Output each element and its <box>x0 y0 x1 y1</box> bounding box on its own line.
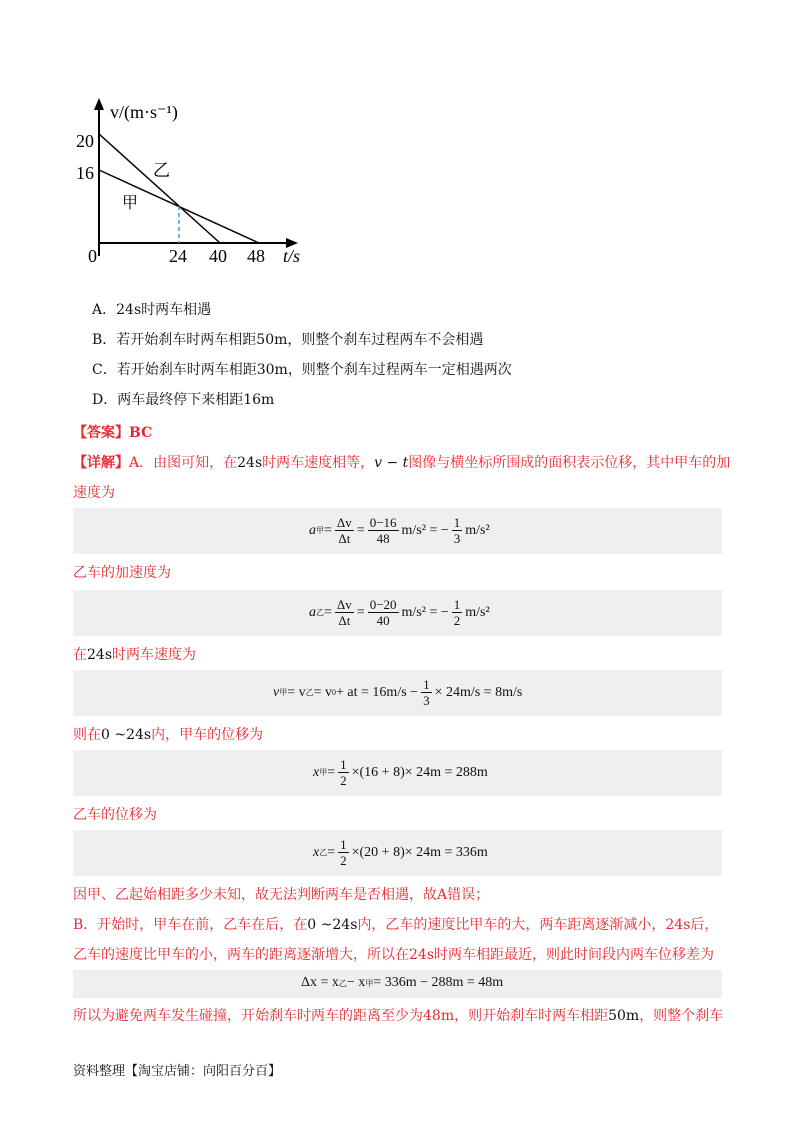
fraction <box>452 515 463 546</box>
math: 0 <box>332 688 337 697</box>
denominator: 3 <box>453 531 461 546</box>
text: 所以为避免两车发生碰撞，开始刹车时两车的距离至少为48m，则开始刹车时两车相距 <box>73 1008 609 1024</box>
text: A．由图可知，在 <box>129 455 238 471</box>
option-value: 50m <box>256 332 288 348</box>
equation-3 <box>273 677 522 708</box>
math: m/s² <box>465 604 490 620</box>
fraction <box>338 757 349 788</box>
math: m/s² = − <box>401 604 449 620</box>
answer-tag: 【答案】 <box>73 425 129 441</box>
math: 甲 <box>279 688 288 697</box>
equation-1 <box>309 515 490 546</box>
math: m/s² <box>465 522 490 538</box>
detail-line-8 <box>73 914 718 936</box>
text: 乙车的加速度为 <box>73 565 171 581</box>
math: = <box>324 604 332 620</box>
label-jia: 甲 <box>122 193 139 212</box>
text: ，则整个刹车 <box>639 1008 724 1024</box>
option-post: ，则整个刹车过程两车一定相遇两次 <box>287 362 512 378</box>
option-pre: 两车最终停下来相距 <box>117 392 244 408</box>
math: × 24m/s = 8m/s <box>434 684 523 700</box>
math: ×(20 + 8)× 24m = 336m <box>351 844 488 860</box>
math: = <box>324 522 332 538</box>
denominator: 48 <box>376 531 390 546</box>
equation-4 <box>313 757 488 788</box>
numerator: 0−20 <box>369 597 397 612</box>
option-value: 30m <box>256 362 288 378</box>
detail-line-7 <box>73 884 489 906</box>
math: = v <box>313 684 333 700</box>
math: 甲 <box>316 526 324 535</box>
math: = <box>356 604 365 620</box>
option-letter: D． <box>92 392 118 408</box>
fraction <box>335 515 354 546</box>
math: = <box>327 764 336 780</box>
answer-line <box>73 422 152 444</box>
fraction <box>338 837 349 868</box>
option-d <box>92 390 274 410</box>
text: 时两车速度相等， <box>262 455 375 471</box>
numerator: 1 <box>340 837 347 852</box>
detail-line-5 <box>73 724 263 746</box>
fraction <box>452 597 463 628</box>
numerator: 1 <box>453 515 461 530</box>
text: 则在 <box>73 727 101 743</box>
math: − x <box>346 975 366 990</box>
equation-box-1 <box>73 508 722 554</box>
origin-label: 0 <box>88 246 97 266</box>
text: 内，乙车的速度比甲车的大，两车距离逐渐减小，24s后， <box>357 917 719 933</box>
denominator: Δt <box>338 531 351 546</box>
value: 0 ~24s <box>101 727 152 743</box>
math: = v <box>287 684 306 700</box>
x-tick-24: 24 <box>169 246 187 266</box>
detail-line-3 <box>73 562 171 584</box>
value: 24s <box>237 455 263 471</box>
equation-box-4 <box>73 750 722 796</box>
equation-box-6 <box>73 970 722 998</box>
label-yi: 乙 <box>153 161 170 181</box>
math: 甲 <box>319 768 328 777</box>
math: v − t <box>374 455 409 471</box>
math: + at = 16m/s − <box>336 684 419 700</box>
math: 乙 <box>338 978 347 988</box>
option-letter: C． <box>92 362 117 378</box>
denominator: 2 <box>340 773 347 788</box>
math: = <box>327 844 336 860</box>
detail-tag: 【详解】 <box>73 455 129 471</box>
line-yi <box>99 134 220 243</box>
x-axis-label: t/s <box>283 246 301 266</box>
math: 乙 <box>305 688 314 697</box>
fraction <box>368 515 399 546</box>
text: 图像与横坐标所围成的面积表示位移，其中甲车的加 <box>408 455 731 471</box>
denominator: 2 <box>340 853 347 868</box>
velocity-time-graph <box>68 88 320 288</box>
math: ×(16 + 8)× 24m = 288m <box>351 764 488 780</box>
numerator: 0−16 <box>369 515 397 530</box>
y-axis-label: v/(m·s⁻¹) <box>110 102 178 122</box>
option-c <box>92 360 512 380</box>
answer-value: BC <box>129 425 153 441</box>
fraction <box>335 597 354 628</box>
text: 速度为 <box>73 485 115 501</box>
option-letter: B． <box>92 332 117 348</box>
text: 因甲、乙起始相距多少未知，故无法判断两车是否相遇，故A错误； <box>73 887 490 903</box>
equation-box-5 <box>73 830 722 876</box>
math: 甲 <box>365 978 374 988</box>
math: v <box>273 684 280 700</box>
option-pre: 若开始刹车时两车相距 <box>116 362 257 378</box>
math: a <box>309 604 316 620</box>
math: 乙 <box>319 848 328 857</box>
detail-line-4 <box>73 644 196 666</box>
value: 50m <box>608 1008 640 1024</box>
denominator: 40 <box>376 613 390 628</box>
option-value: 24s <box>116 302 142 318</box>
value: 0 ~24s <box>307 917 358 933</box>
page-footer: 资料整理【淘宝店铺：向阳百分百】 <box>73 1064 282 1079</box>
math: a <box>309 522 316 538</box>
equation-box-2 <box>73 590 722 636</box>
text: 在 <box>73 647 87 663</box>
equation-2 <box>309 597 490 628</box>
option-post: 时两车相遇 <box>141 302 212 318</box>
math: x <box>313 844 320 860</box>
numerator: Δv <box>336 515 352 530</box>
fraction <box>368 597 399 628</box>
detail-line-10 <box>73 1005 723 1027</box>
numerator: 1 <box>453 597 461 612</box>
value: 24s <box>87 647 112 663</box>
math: m/s² = − <box>401 522 449 538</box>
detail-line-9 <box>73 944 714 966</box>
y-tick-20: 20 <box>76 131 94 151</box>
option-letter: A． <box>92 302 117 318</box>
y-axis-arrow <box>94 98 104 110</box>
option-post: ，则整个刹车过程两车不会相遇 <box>287 332 484 348</box>
numerator: Δv <box>336 597 352 612</box>
math: Δx = x <box>301 975 339 990</box>
text: 乙车的位移为 <box>73 807 157 823</box>
numerator: 1 <box>423 677 430 692</box>
text: 内，甲车的位移为 <box>151 727 264 743</box>
detail-line-2 <box>73 482 115 504</box>
option-a <box>92 300 211 320</box>
math: = <box>356 522 365 538</box>
numerator: 1 <box>340 757 347 772</box>
x-tick-40: 40 <box>209 246 227 266</box>
math: 乙 <box>316 608 324 617</box>
text: 乙车的速度比甲车的小，两车的距离逐渐增大，所以在24s时两车相距最近，则此时间段内两车位移差为 <box>73 947 714 963</box>
equation-6 <box>301 975 503 991</box>
detail-line-6 <box>73 804 157 826</box>
option-b <box>92 330 483 350</box>
graph-svg <box>68 88 320 288</box>
equation-5 <box>313 837 488 868</box>
equation-box-3 <box>73 670 722 716</box>
x-tick-48: 48 <box>247 246 265 266</box>
y-tick-16: 16 <box>76 163 94 183</box>
text: B．开始时，甲车在前，乙车在后，在 <box>73 917 308 933</box>
math: x <box>313 764 320 780</box>
option-value: 16m <box>243 392 275 408</box>
math: = 336m − 288m = 48m <box>373 975 504 990</box>
option-pre: 若开始刹车时两车相距 <box>116 332 257 348</box>
text: 时两车速度为 <box>112 647 196 663</box>
detail-line-1 <box>73 452 730 474</box>
denominator: 3 <box>423 693 430 708</box>
fraction <box>421 677 432 708</box>
denominator: 2 <box>453 613 461 628</box>
denominator: Δt <box>338 613 351 628</box>
